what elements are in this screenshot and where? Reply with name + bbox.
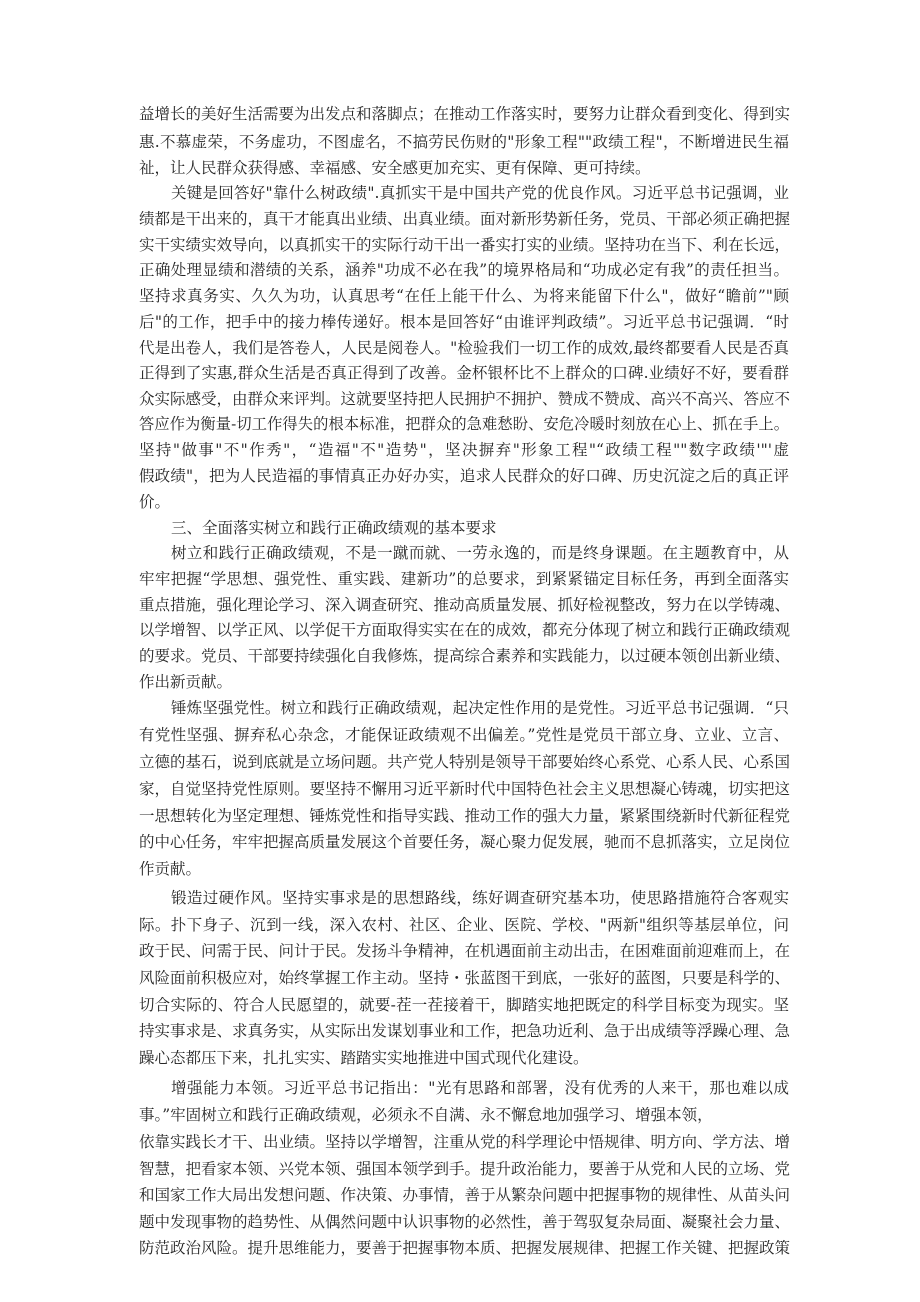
text-line: 实干实绩实效导向，以真抓实干的实际行动干出一番实打实的业绩。坚持功在当下、利在长远， [139,236,791,254]
text-line: 依靠实践长才干、出业绩。坚持以学增智，注重从党的科学理论中悟规律、明方向、学方法、增 [139,1133,791,1151]
text-line: 智慧，把看家本领、兴党本领、强国本领学到手。提升政治能力，要善于从党和人民的立场、党 [139,1160,791,1178]
text-line: 假政绩"，把为人民造福的事情真正办好办实，追求人民群众的好口碑、历史沉淀之后的真正评 [139,467,789,485]
text-line: 正确处理显绩和潜绩的关系，涵养"功成不必在我”的境界格局和“功成必定有我”的责任担当。 [139,261,789,279]
text-line: 持实事求是、求真务实，从实际出发谋划事业和工作，把急功近利、急于出成绩等浮躁心理、急 [139,1022,791,1040]
text-line: 以学增智、以学正风、以学促干方面取得实实在在的成效，都充分体现了树立和践行正确政绩观 [139,621,791,639]
text-line: 际。扑下身子、沉到一线，深入农村、社区、企业、医院、学校、"两新"组织等基层单位，问 [139,916,789,934]
text-line: 政于民、问需于民、问计于民。发扬斗争精神，在机遇面前主动出击，在困难面前迎难而上，在 [139,942,791,960]
text-line: 作出新贡献。 [139,673,233,691]
section-heading: 三、全面落实树立和践行正确政绩观的基本要求 [171,519,497,537]
text-line: 正得到了实惠,群众生活是否真正得到了改善。金杯银杯比不上群众的口碑.业绩好不好，要看群 [139,364,789,382]
text-line: 惠.不慕虚荣，不务虚功，不图虚名，不搞劳民伤财的"形象工程""政绩工程"，不断增进民生福 [139,133,789,151]
text-line: 防范政治风险。提升思维能力，要善于把握事物本质、把握发展规律、把握工作关键、把握政策 [139,1239,791,1257]
paragraph-lead: 锻造过硬作风。坚持实事求是的思想路线，练好调查研究基本功，使思路措施符合客观实 [171,889,789,907]
text-line: 价。 [139,493,171,511]
text-line: 坚持求真务实、久久为功，认真思考“在任上能干什么、为将来能留下什么"，做好“瞻前”"顾 [139,287,789,305]
text-line: 坚持"做事"不"作秀"，“造福"不"造势"，坚决摒弃"形象工程"“政绩工程""数字政绩'"'虚 [139,441,789,459]
text-line: 切合实际的、符合人民愿望的，就要-茬一茬接着干，脚踏实地把既定的科学目标变为现实。坚 [139,996,789,1014]
text-line: 立德的基石，说到底就是立场问题。共产党人特别是领导干部要始终心系党、心系人民、心系国 [139,753,791,771]
paragraph-lead: 增强能力本领。习近平总书记指出："光有思路和部署，没有优秀的人来干，那也难以成 [171,1079,789,1097]
text-line: 事。”牢固树立和践行正确政绩观，必须永不自满、永不懈怠地加强学习、增强本领， [139,1106,713,1124]
text-line: 重点措施，强化理论学习、深入调查研究、推动高质量发展、抓好检视整改，努力在以学铸魂、 [139,596,791,614]
text-line: 家，自觉坚持党性原则。要坚持不懈用习近平新时代中国特色社会主义思想凝心铸魂，切实把这 [139,780,791,798]
paragraph-lead: 关键是回答好"靠什么树政绩".真抓实干是中国共产党的优良作风。习近平总书记强调，业 [171,184,789,202]
paragraph-lead: 锤炼坚强党性。树立和践行正确政绩观，起决定性作用的是党性。习近平总书记强调．“只 [171,699,789,717]
text-line: 和国家工作大局出发想问题、作决策、办事情，善于从繁杂问题中把握事物的规律性、从苗头问 [139,1186,791,1204]
text-line: 众实际感受，由群众来评判。这就要坚持把人民拥护不拥护、赞成不赞成、高兴不高兴、答应不 [139,390,791,408]
text-line: 风险面前积极应对，始终掌握工作主动。坚持・张蓝图干到底，一张好的蓝图，只要是科学的、 [139,969,791,987]
text-line: 绩都是干出来的，真干才能真出业绩、出真业绩。面对新形势新任务，党员、干部必须正确把握 [139,210,791,228]
text-line: 祉，让人民群众获得感、幸福感、安全感更加充实、更有保障、更可持续。 [139,159,651,177]
text-line: 代是出卷人，我们是答卷人，人民是阅卷人。"检验我们一切工作的成效,最终都要看人民是否真 [139,339,789,357]
text-line: 的要求。党员、干部要持续强化自我修炼，提高综合素养和实践能力，以过硬本领创出新业绩、 [139,647,791,665]
text-line: 一思想转化为坚定理想、锤炼党性和指导实践、推动工作的强大力量，紧紧围绕新时代新征程党 [139,807,791,825]
text-line: 作贡献。 [139,860,202,878]
text-line: 躁心态都压下来，扎扎实实、踏踏实实地推进中国式现代化建设。 [139,1049,589,1067]
text-line: 的中心任务，牢牢把握高质量发展这个首要任务，凝心聚力促发展，驰而不息抓落实，立足岗位 [139,833,791,851]
text-line: 有党性坚强、摒弃私心杂念，才能保证政绩观不出偏差。”党性是党员干部立身、立业、立言、 [139,726,789,744]
paragraph-lead: 树立和践行正确政绩观，不是一蹴而就、一劳永逸的，而是终身课题。在主题教育中，从 [171,544,789,562]
text-line: 后"的工作，把手中的接力棒传递好。根本是回答好“由谁评判政绩”。习近平总书记强调．“时 [139,313,789,331]
text-line: 答应作为衡量-切工作得失的根本标准，把群众的急难愁盼、安危冷暖时刻放在心上、抓在手上。 [139,415,789,433]
text-line: 益增长的美好生活需要为出发点和落脚点；在推动工作落实时，要努力让群众看到变化、得到实 [139,105,791,123]
text-line: 牢牢把握“学思想、强党性、重实践、建新功”的总要求，到紧紧锚定目标任务，再到全面落实 [139,570,789,588]
text-line: 题中发现事物的趋势性、从偶然问题中认识事物的必然性，善于驾驭复杂局面、凝聚社会力量、 [139,1213,791,1231]
